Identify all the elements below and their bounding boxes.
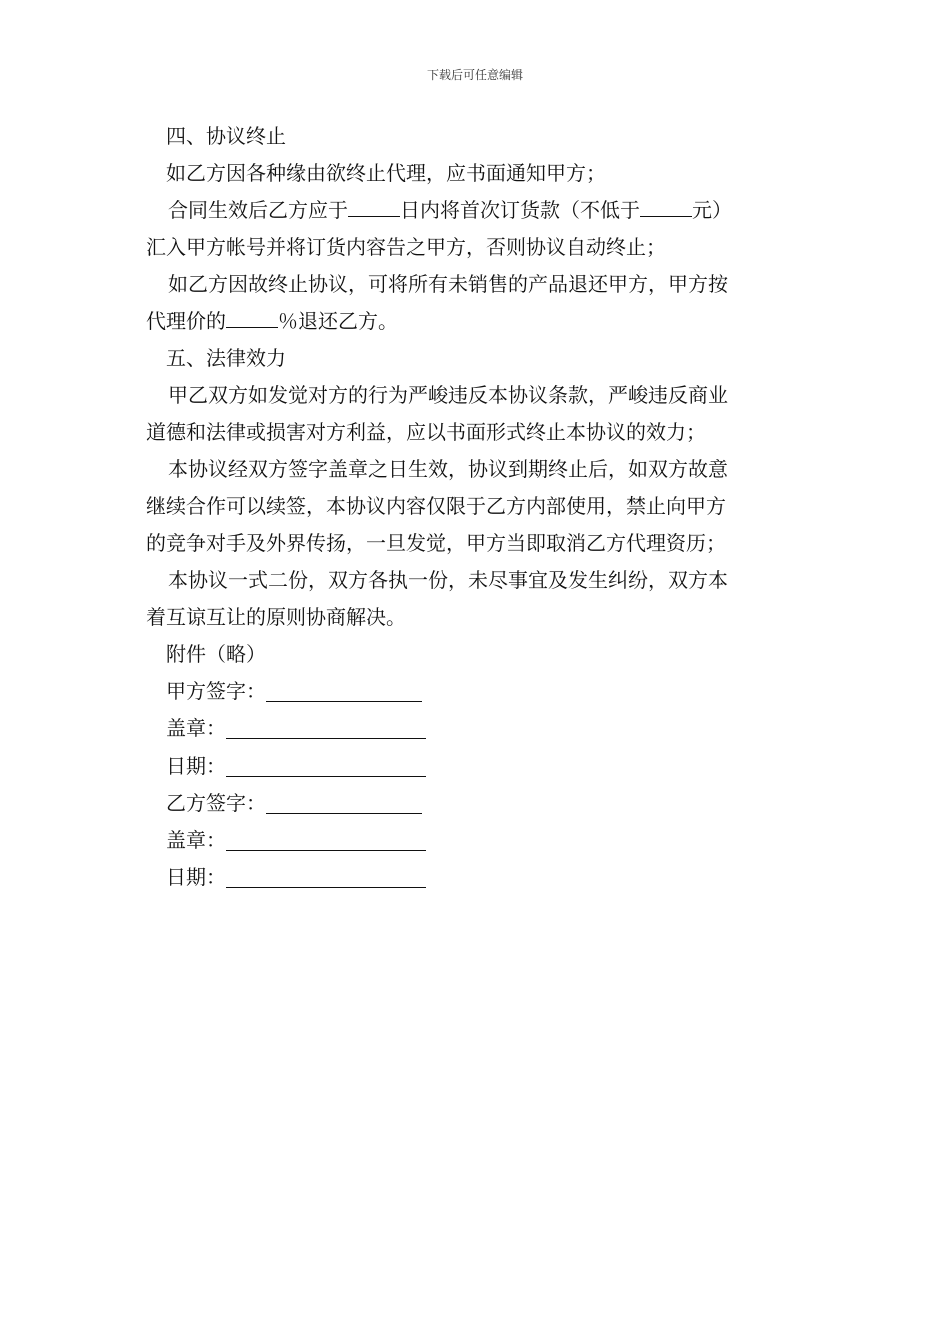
party-a-seal-label: 盖章： <box>166 716 226 741</box>
party-b-signature-row <box>146 785 806 822</box>
party-b-date-line[interactable] <box>226 861 426 888</box>
party-b-seal-row <box>146 822 806 859</box>
party-b-signature-label: 乙方签字： <box>166 790 266 815</box>
section-4-para-3-line-1: 如乙方因故终止协议，可将所有未销售的产品退还甲方，甲方按 <box>168 272 728 296</box>
party-b-seal-label: 盖章： <box>166 828 226 853</box>
section-4-para-3-text-b: 代理价的 <box>146 309 226 333</box>
section-4-para-1: 如乙方因各种缘由欲终止代理，应书面通知甲方； <box>166 161 606 185</box>
page-header: 下载后可任意编辑 <box>426 68 523 82</box>
section-4-para-2-text-a: 合同生效后乙方应于 <box>168 198 348 222</box>
section-4-para-2-line-1 <box>146 192 806 229</box>
party-a-date-row <box>146 748 806 785</box>
section-4-para-2-line-2: 汇入甲方帐号并将订货内容告之甲方，否则协议自动终止； <box>146 235 666 259</box>
section-5-para-3-line-2: 着互谅互让的原则协商解决。 <box>146 605 406 629</box>
days-blank[interactable] <box>348 194 400 217</box>
section-5-para-3-line-1: 本协议一式二份，双方各执一份，未尽事宜及发生纠纷，双方本 <box>168 568 728 592</box>
section-5-para-1-line-1: 甲乙双方如发觉对方的行为严峻违反本协议条款，严峻违反商业 <box>168 383 728 407</box>
party-a-signature-line[interactable] <box>266 675 422 702</box>
party-b-seal-line[interactable] <box>226 824 426 851</box>
section-4-para-2-text-c: 元） <box>692 198 732 222</box>
section-5-title: 五、法律效力 <box>166 346 286 370</box>
section-4-para-3-line-2 <box>146 303 806 340</box>
party-b-date-label: 日期： <box>166 865 226 890</box>
party-b-date-row <box>146 859 806 896</box>
party-a-seal-row <box>146 710 806 747</box>
section-5-para-2-line-1: 本协议经双方签字盖章之日生效，协议到期终止后，如双方故意 <box>168 457 728 481</box>
party-a-signature-row <box>146 673 806 710</box>
section-4-para-2-text-b: 日内将首次订货款（不低于 <box>400 198 640 222</box>
section-4-title: 四、协议终止 <box>166 124 286 148</box>
section-4-para-3-text-c: ％退还乙方。 <box>278 309 398 333</box>
attachment-note: 附件（略） <box>166 642 266 666</box>
party-a-date-label: 日期： <box>166 753 226 778</box>
document-body <box>146 118 806 897</box>
party-a-seal-line[interactable] <box>226 712 426 739</box>
amount-blank[interactable] <box>640 194 692 217</box>
section-5-para-2-line-2: 继续合作可以续签，本协议内容仅限于乙方内部使用，禁止向甲方 <box>146 494 726 518</box>
section-5-para-2-line-3: 的竞争对手及外界传扬，一旦发觉，甲方当即取消乙方代理资历； <box>146 531 726 555</box>
party-a-signature-label: 甲方签字： <box>166 679 266 703</box>
percent-blank[interactable] <box>226 305 278 328</box>
party-b-signature-line[interactable] <box>266 787 422 814</box>
party-a-date-line[interactable] <box>226 750 426 777</box>
section-5-para-1-line-2: 道德和法律或损害对方利益，应以书面形式终止本协议的效力； <box>146 420 706 444</box>
